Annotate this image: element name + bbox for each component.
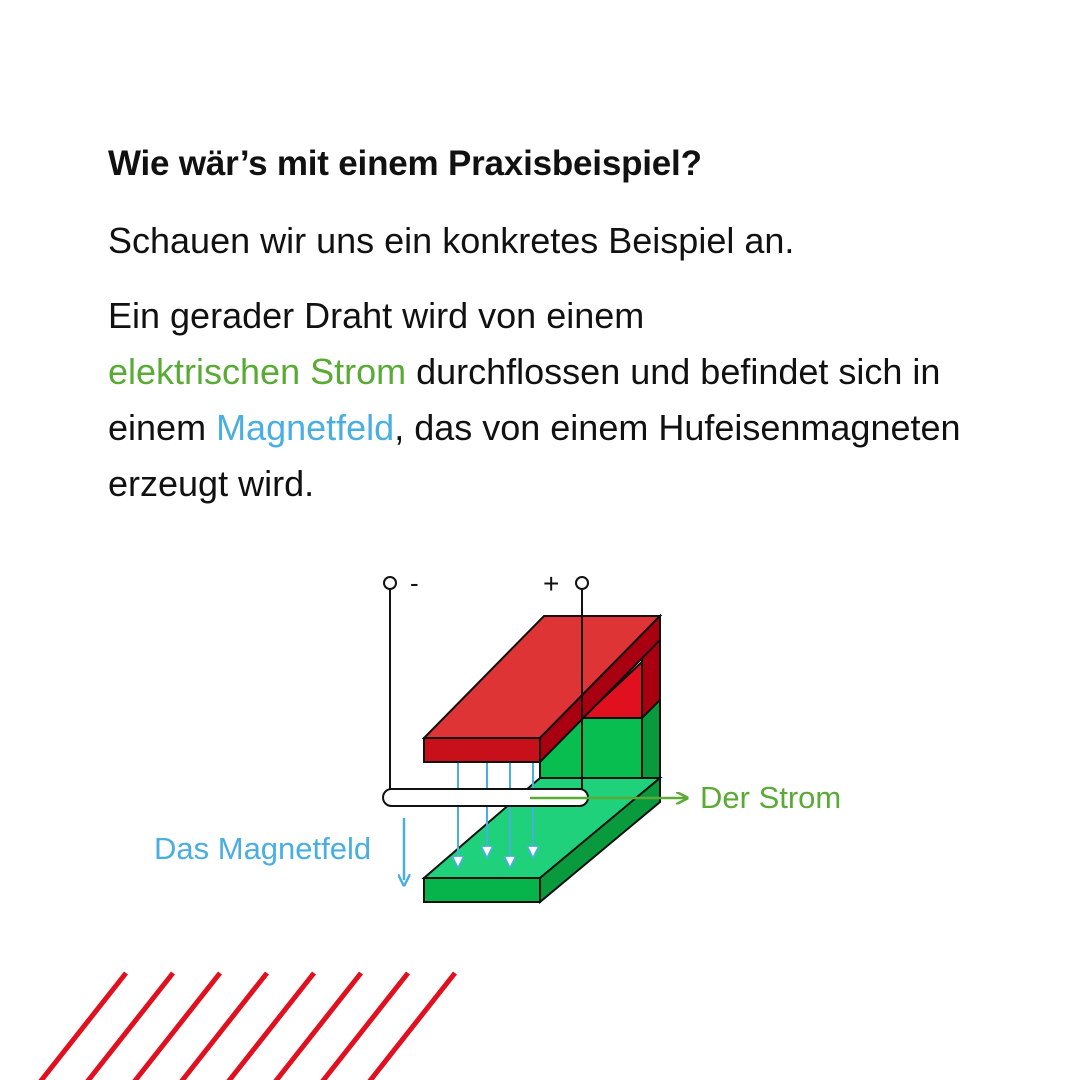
stripe [322,973,408,1080]
stripe [228,973,314,1080]
stripe [134,973,220,1080]
highlight-current: elektrischen Strom [108,351,407,392]
stripe [275,973,361,1080]
plus-label: + [543,568,560,599]
heading: Wie wär’s mit einem Praxisbeispiel? [108,144,702,183]
minus-label: - [410,568,419,598]
stripe [40,973,126,1080]
current-label: Der Strom [700,780,842,815]
stripe [369,973,455,1080]
description-text-1: Ein gerader Draht wird von einem [108,295,645,336]
highlight-field: Magnetfeld [216,407,395,448]
description-text-2: durchflossen und befindet sich in einem [108,351,941,448]
intro-paragraph: Schauen wir uns ein konkretes Beispiel an. [108,220,795,261]
stripe [181,973,267,1080]
stripe [87,973,173,1080]
description-text-3: , das von einem Hufeisenmagneten erzeugt wird. [108,407,961,504]
field-label: Das Magnetfeld [154,831,372,866]
